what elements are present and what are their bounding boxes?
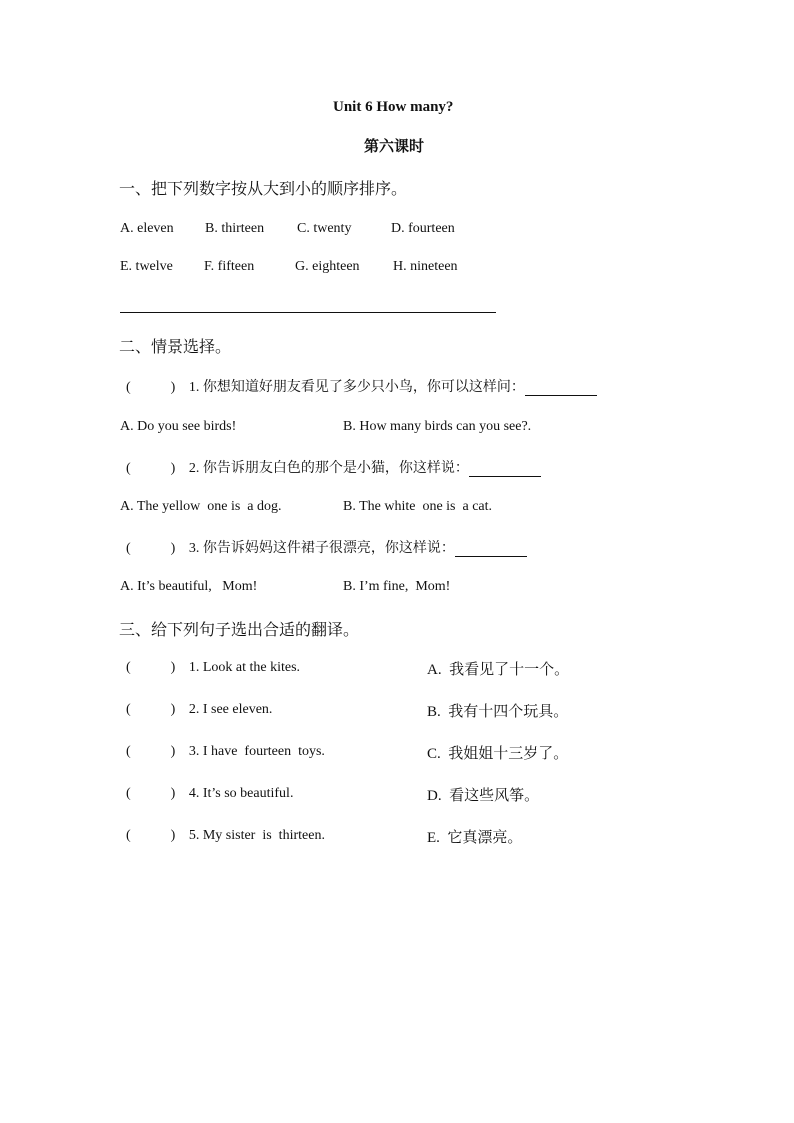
english-sentence: 1. Look at the kites. xyxy=(188,660,301,675)
option-e-twelve: E. twelve xyxy=(120,259,173,274)
q3-option-a: A. It’s beautiful, Mom! xyxy=(120,579,258,594)
answer-blank[interactable] xyxy=(525,381,597,396)
page-title: Unit 6 How many? xyxy=(333,99,454,115)
answer-blank[interactable] xyxy=(455,542,527,557)
translation-option-a: A. 我看见了十一个。 xyxy=(427,662,570,678)
translation-option-c: C. 我姐姐十三岁了。 xyxy=(427,746,569,762)
section1-heading: 一、把下列数字按从大到小的顺序排序。 xyxy=(119,181,408,198)
translation-item-2 xyxy=(126,702,272,718)
q1-option-b: B. How many birds can you see?. xyxy=(343,419,532,434)
paren-close: ) xyxy=(170,702,176,717)
question-text: 2. 你告诉朋友白色的那个是小猫，你这样说： xyxy=(188,461,469,476)
section3-heading: 三、给下列句子选出合适的翻译。 xyxy=(119,622,360,639)
option-b-thirteen: B. thirteen xyxy=(205,221,265,236)
question-3 xyxy=(126,537,527,557)
english-sentence: 5. My sister is thirteen. xyxy=(188,828,325,843)
option-c-twenty: C. twenty xyxy=(297,221,352,236)
q2-option-a: A. The yellow one is a dog. xyxy=(120,499,282,514)
paren-open: ( xyxy=(126,786,131,801)
q3-option-b: B. I’m fine, Mom! xyxy=(343,579,451,594)
question-2 xyxy=(126,457,541,477)
paren-open: ( xyxy=(126,828,131,843)
option-g-eighteen: G. eighteen xyxy=(295,259,360,274)
english-sentence: 4. It’s so beautiful. xyxy=(188,786,294,801)
translation-item-3 xyxy=(126,744,325,760)
paren-close: ) xyxy=(170,786,176,801)
paren-open: ( xyxy=(126,380,131,395)
paren-close: ) xyxy=(170,380,176,395)
section2-heading: 二、情景选择。 xyxy=(119,339,232,356)
translation-option-b: B. 我有十四个玩具。 xyxy=(427,704,569,720)
question-1 xyxy=(126,376,597,396)
paren-open: ( xyxy=(126,702,131,717)
translation-item-5 xyxy=(126,828,325,844)
option-f-fifteen: F. fifteen xyxy=(204,259,255,274)
paren-open: ( xyxy=(126,461,131,476)
paren-close: ) xyxy=(170,660,176,675)
q1-option-a: A. Do you see birds! xyxy=(120,419,237,434)
answer-line[interactable] xyxy=(120,312,496,313)
english-sentence: 3. I have fourteen toys. xyxy=(188,744,325,759)
paren-close: ) xyxy=(170,828,176,843)
english-sentence: 2. I see eleven. xyxy=(188,702,273,717)
paren-open: ( xyxy=(126,660,131,675)
paren-close: ) xyxy=(170,744,176,759)
lesson-subtitle: 第六课时 xyxy=(364,139,425,155)
option-d-fourteen: D. fourteen xyxy=(391,221,455,236)
translation-option-e: E. 它真漂亮。 xyxy=(427,830,523,846)
paren-close: ) xyxy=(170,461,176,476)
translation-item-1 xyxy=(126,660,300,676)
paren-close: ) xyxy=(170,541,176,556)
q2-option-b: B. The white one is a cat. xyxy=(343,499,493,514)
option-h-nineteen: H. nineteen xyxy=(393,259,458,274)
translation-item-4 xyxy=(126,786,293,802)
answer-blank[interactable] xyxy=(469,462,541,477)
question-text: 1. 你想知道好朋友看见了多少只小鸟，你可以这样问： xyxy=(188,380,525,395)
paren-open: ( xyxy=(126,541,131,556)
translation-option-d: D. 看这些风筝。 xyxy=(427,788,540,804)
question-text: 3. 你告诉妈妈这件裙子很漂亮，你这样说： xyxy=(188,541,455,556)
paren-open: ( xyxy=(126,744,131,759)
option-a-eleven: A. eleven xyxy=(120,221,174,236)
